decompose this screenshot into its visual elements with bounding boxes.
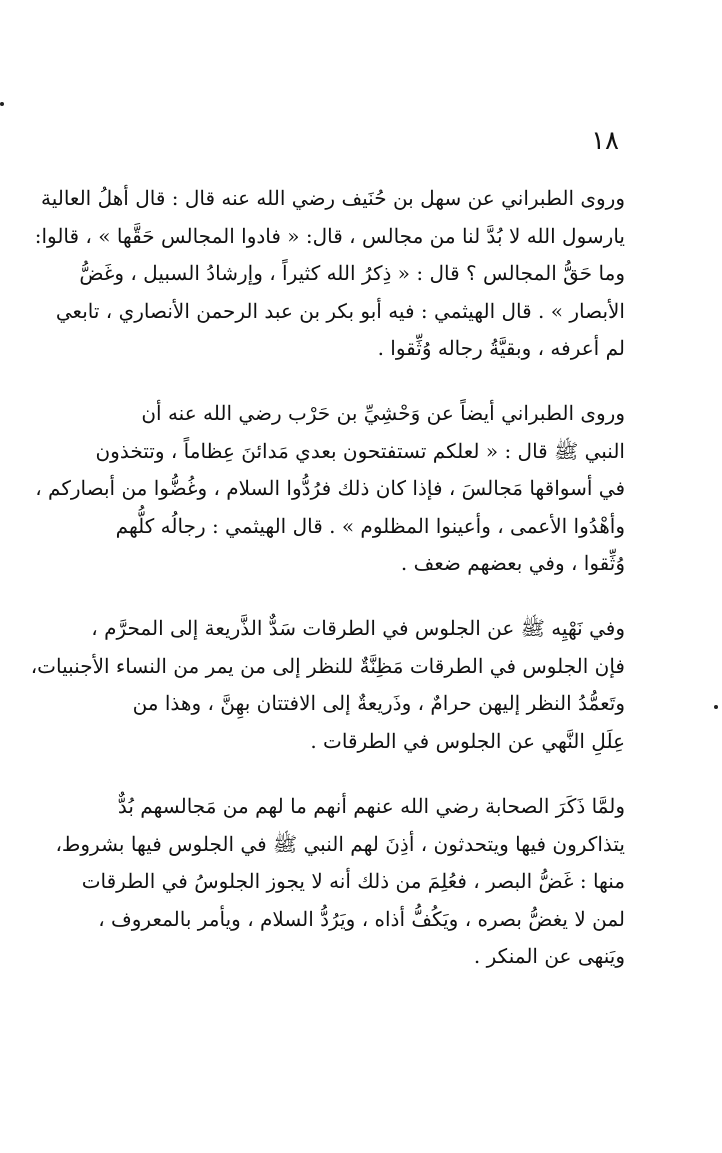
paragraph-conditions (55, 788, 625, 976)
text-line: يتذاكرون فيها ويتحدثون ، أذِنَ لهم النبي ﷺ في الجلوس فيها بشروط، (55, 831, 625, 856)
text-line: وتَعمُّدُ النظر إليهن حرامٌ ، وذَريعةٌ إلى الافتتان بهِنَّ ، وهذا من (132, 691, 625, 715)
text-line: ويَنهى عن المنكر . (473, 944, 625, 968)
scan-speck (0, 102, 4, 106)
text-line: لمن لا يغضُّ بصره ، ويَكُفُّ أذاه ، ويَرُدُّ السلام ، ويأمر بالمعروف ، (98, 906, 625, 931)
text-line: وُثِّقوا ، وفي بعضهم ضعف . (400, 551, 625, 575)
paragraph-hadith-sahl (34, 180, 625, 368)
scan-speck (714, 705, 718, 709)
text-line: عِلَلِ النَّهي عن الجلوس في الطرقات . (310, 728, 625, 753)
paragraph-prohibition (30, 610, 625, 760)
text-line: منها : غَضُّ البصر ، فعُلِمَ من ذلك أنه لا يجوز الجلوسُ في الطرقات (81, 869, 625, 893)
text-line: وما حَقُّ المجالس ؟ قال : « ذِكرُ الله كثيراً ، وإرشادُ السبيل ، وغَضُّ (79, 261, 625, 285)
text-line: وأهْدُوا الأعمى ، وأعينوا المظلوم » . قال الهيثمي : رجالُه كلُّهم (115, 513, 625, 538)
text-line: وروى الطبراني عن سهل بن حُنَيف رضي الله عنه قال : قال أهلُ العالية (40, 186, 625, 210)
text-line: وروى الطبراني أيضاً عن وَحْشِيِّ بن حَرْب رضي الله عنه أن (141, 401, 625, 425)
paragraph-hadith-wahshi (35, 395, 625, 583)
text-line: لم أعرفه ، وبقيَّةُ رجاله وُثِّقوا . (377, 336, 625, 360)
text-line: وفي نَهْيِه ﷺ عن الجلوس في الطرقات سَدٌّ الذَّريعة إلى المحرَّم ، (91, 616, 625, 640)
text-line: النبي ﷺ قال : « لعلكم تستفتحون بعدي مَدائنَ عِظاماً ، وتتخذون (95, 438, 625, 463)
text-line: يارسول الله لا بُدَّ لنا من مجالس ، قال: « فادوا المجالس حَقَّها » ، قالوا: (34, 223, 625, 248)
text-line: فإن الجلوس في الطرقات مَظِنَّةٌ للنظر إلى من يمر من النساء الأجنبيات، (30, 653, 625, 678)
text-line: في أسواقها مَجالسَ ، فإذا كان ذلك فرُدُّوا السلام ، وغُضُّوا من أبصاركم ، (35, 476, 625, 500)
text-line: ولمَّا ذَكَرَ الصحابة رضي الله عنهم أنهم ما لهم من مَجالسهم بُدٌّ (117, 794, 625, 818)
text-line: الأبصار » . قال الهيثمي : فيه أبو بكر بن عبد الرحمن الأنصاري ، تابعي (55, 298, 625, 323)
page-number: ١٨ (591, 126, 619, 156)
